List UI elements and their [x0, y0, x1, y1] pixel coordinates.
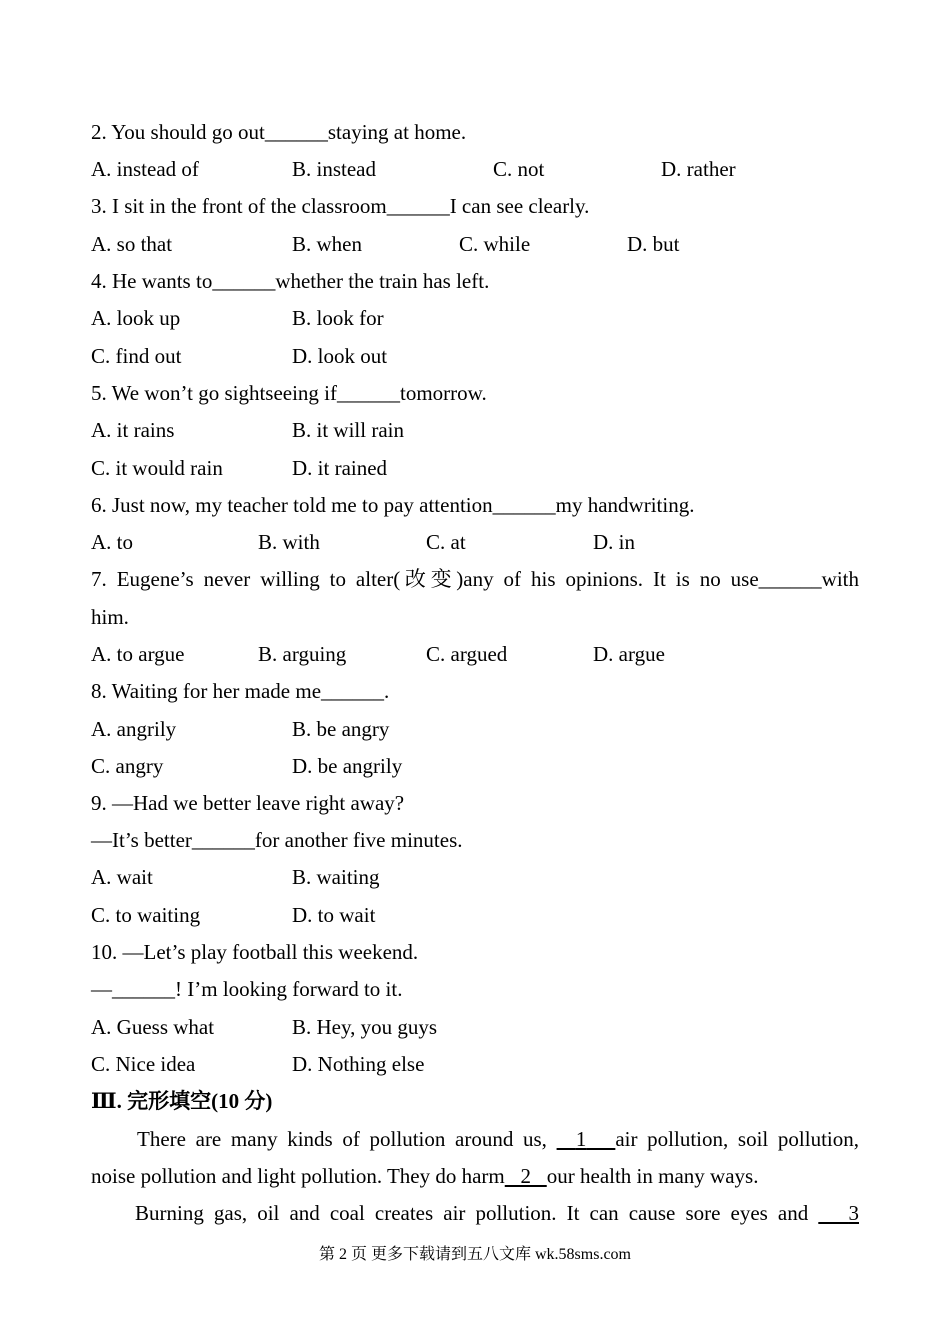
question-10-option-b: B. Hey, you guys [292, 1015, 438, 1039]
cloze-paragraph-line-1: There are many kinds of pollution around us, 1 air pollution, soil pollution, [137, 1127, 859, 1151]
question-5-option-c: C. it would rain [91, 456, 223, 480]
question-10-option-d: D. Nothing else [292, 1052, 425, 1076]
cloze-blank-3: 3 [848, 1201, 860, 1225]
question-3-stem: 3. I sit in the front of the classroom______I can see clearly. [91, 194, 590, 218]
question-10-option-c: C. Nice idea [91, 1052, 196, 1076]
cloze-blank-1: 1 [575, 1127, 587, 1151]
question-7-stem-line-1: 7. Eugene’s never willing to alter(改变)any of his opinions. It is no use______with [91, 567, 859, 591]
question-8-option-b: B. be angry [292, 717, 390, 741]
question-7-option-a: A. to argue [91, 642, 185, 666]
question-6-option-d: D. in [593, 530, 635, 554]
section-heading: Ⅲ. 完形填空(10 分) [91, 1089, 273, 1113]
question-4-option-c: C. find out [91, 344, 182, 368]
question-6-option-b: B. with [258, 530, 320, 554]
question-10-option-a: A. Guess what [91, 1015, 215, 1039]
question-5-option-b: B. it will rain [292, 418, 404, 442]
question-4-option-d: D. look out [292, 344, 388, 368]
question-3-option-c: C. while [459, 232, 531, 256]
question-7-stem-line-2: him. [91, 605, 129, 629]
question-5-option-d: D. it rained [292, 456, 388, 480]
question-2-option-a: A. instead of [91, 157, 199, 181]
question-2-option-c: C. not [493, 157, 545, 181]
question-9-option-a: A. wait [91, 865, 153, 889]
question-9-stem-line-2: —It’s better______for another five minutes. [91, 828, 463, 852]
question-9-option-b: B. waiting [292, 865, 380, 889]
question-7-option-b: B. arguing [258, 642, 347, 666]
question-8-option-d: D. be angrily [292, 754, 403, 778]
cloze-paragraph-line-2: noise pollution and light pollution. They do harm 2 our health in many ways. [91, 1164, 759, 1188]
question-3-option-b: B. when [292, 232, 362, 256]
question-9-stem-line-1: 9. —Had we better leave right away? [91, 791, 405, 815]
question-5-stem: 5. We won’t go sightseeing if______tomorrow. [91, 381, 487, 405]
question-8-option-a: A. angrily [91, 717, 177, 741]
question-4-stem: 4. He wants to______whether the train has left. [91, 269, 490, 293]
question-3-option-a: A. so that [91, 232, 173, 256]
question-2-option-b: B. instead [292, 157, 376, 181]
question-10-stem-line-1: 10. —Let’s play football this weekend. [91, 940, 419, 964]
question-2-option-d: D. rather [661, 157, 736, 181]
question-4-option-a: A. look up [91, 306, 181, 330]
question-10-stem-line-2: —______! I’m looking forward to it. [91, 977, 403, 1001]
question-5-option-a: A. it rains [91, 418, 175, 442]
question-6-stem: 6. Just now, my teacher told me to pay attention______my handwriting. [91, 493, 695, 517]
question-7-option-d: D. argue [593, 642, 665, 666]
question-9-option-d: D. to wait [292, 903, 376, 927]
question-7-option-c: C. argued [426, 642, 508, 666]
question-8-stem: 8. Waiting for her made me______. [91, 679, 390, 703]
question-4-option-b: B. look for [292, 306, 384, 330]
question-2-stem: 2. You should go out______staying at home. [91, 120, 467, 144]
question-8-option-c: C. angry [91, 754, 164, 778]
cloze-paragraph-line-3: Burning gas, oil and coal creates air pollution. It can cause sore eyes and 3 [135, 1201, 860, 1225]
page-footer: 第 2 页 更多下载请到五八文库 wk.58sms.com [318, 1246, 631, 1263]
question-6-option-c: C. at [426, 530, 466, 554]
question-3-option-d: D. but [627, 232, 680, 256]
cloze-blank-2: 2 [520, 1164, 531, 1188]
question-6-option-a: A. to [91, 530, 133, 554]
question-9-option-c: C. to waiting [91, 903, 201, 927]
